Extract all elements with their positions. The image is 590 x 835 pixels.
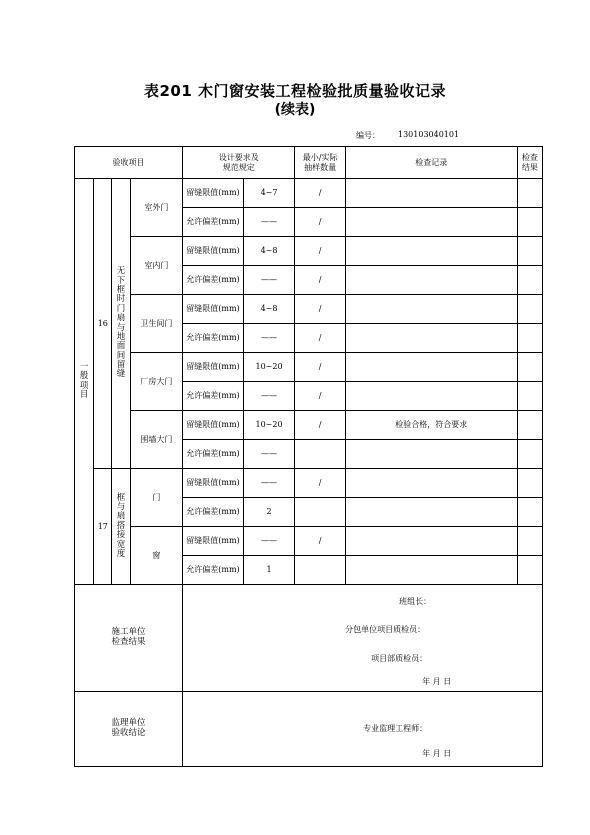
inspection-record [345, 266, 517, 295]
inspection-result [517, 411, 542, 440]
item-number: 16 [94, 179, 112, 469]
general-items-label: 一般项目 [75, 179, 94, 585]
criterion-label: 允许偏差(mm) [183, 382, 244, 411]
design-value: 4~7 [243, 179, 295, 208]
inspection-result [517, 440, 542, 469]
inspection-record [345, 353, 517, 382]
code-value: 130103040101 [398, 130, 460, 139]
col-header-item: 验收项目 [75, 147, 183, 179]
supervision-row [75, 692, 543, 767]
document-title: 表201 木门窗安装工程检验批质量验收记录 [143, 82, 447, 100]
inspection-result [517, 295, 542, 324]
design-value: 10~20 [243, 411, 295, 440]
item-name: 无下框时门扇与地面间留缝 [112, 179, 130, 469]
design-value: —— [243, 382, 295, 411]
col-header-result: 检查 结果 [517, 147, 542, 179]
criterion-label: 留缝限值(mm) [183, 353, 244, 382]
inspection-record [345, 208, 517, 237]
inspection-record [345, 237, 517, 266]
criterion-label: 留缝限值(mm) [183, 179, 244, 208]
col-header-sample: 最小/实际 抽样数量 [295, 147, 346, 179]
col-header-design: 设计要求及 规范规定 [183, 147, 295, 179]
table-row [75, 527, 543, 556]
inspection-record [345, 324, 517, 353]
design-value: —— [243, 440, 295, 469]
criterion-label: 允许偏差(mm) [183, 556, 244, 585]
inspection-record [345, 469, 517, 498]
criterion-label: 留缝限值(mm) [183, 527, 244, 556]
sub-item-name: 门 [130, 469, 183, 527]
design-value: 1 [243, 556, 295, 585]
criterion-label: 允许偏差(mm) [183, 324, 244, 353]
inspection-result [517, 237, 542, 266]
inspection-record: 检验合格，符合要求 [345, 411, 517, 440]
sub-item-name: 窗 [130, 527, 183, 585]
construction-signature-box [183, 585, 543, 692]
design-value: 4~8 [243, 295, 295, 324]
design-value: —— [243, 527, 295, 556]
sample-count: / [295, 411, 346, 440]
sample-count: / [295, 266, 346, 295]
criterion-label: 允许偏差(mm) [183, 208, 244, 237]
inspection-record [345, 498, 517, 527]
sub-item-name: 围墙大门 [130, 411, 183, 469]
inspection-result [517, 556, 542, 585]
supervision-date-label: 年 月 日 [422, 749, 452, 758]
inspection-result [517, 208, 542, 237]
inspection-record [345, 295, 517, 324]
sample-count: / [295, 469, 346, 498]
criterion-label: 留缝限值(mm) [183, 469, 244, 498]
inspection-result [517, 266, 542, 295]
design-value: 10~20 [243, 353, 295, 382]
col-header-record: 检查记录 [345, 147, 517, 179]
inspection-result [517, 498, 542, 527]
construction-date-label: 年 月 日 [422, 677, 452, 686]
supervision-engineer-label: 专业监理工程师： [363, 724, 428, 733]
criterion-label: 允许偏差(mm) [183, 266, 244, 295]
design-value: —— [243, 469, 295, 498]
project-inspector-label: 项目部质检员： [371, 654, 428, 663]
criterion-label: 允许偏差(mm) [183, 498, 244, 527]
sample-count: / [295, 527, 346, 556]
design-value: 2 [243, 498, 295, 527]
sample-count: / [295, 237, 346, 266]
inspection-record [345, 179, 517, 208]
item-number: 17 [94, 469, 112, 585]
inspection-result [517, 179, 542, 208]
table-row [75, 179, 543, 208]
sample-count [295, 498, 346, 527]
criterion-label: 允许偏差(mm) [183, 440, 244, 469]
inspection-record [345, 382, 517, 411]
table-row [75, 469, 543, 498]
table-row [75, 353, 543, 382]
design-value: —— [243, 266, 295, 295]
sample-count: / [295, 295, 346, 324]
supervision-label: 监理单位 验收结论 [75, 692, 183, 767]
inspection-record [345, 527, 517, 556]
construction-label: 施工单位 检查结果 [75, 585, 183, 692]
team-leader-label: 班组长： [399, 597, 432, 606]
supervision-signature-box [183, 692, 543, 767]
design-value: —— [243, 324, 295, 353]
inspection-result [517, 382, 542, 411]
sample-count: / [295, 179, 346, 208]
code-label: 编号： [356, 131, 380, 140]
table-row [75, 237, 543, 266]
inspection-result [517, 324, 542, 353]
sub-inspector-label: 分包单位项目质检员： [345, 625, 426, 634]
sample-count: / [295, 324, 346, 353]
inspection-result [517, 353, 542, 382]
criterion-label: 留缝限值(mm) [183, 237, 244, 266]
sample-count: / [295, 208, 346, 237]
construction-row [75, 585, 543, 692]
sub-item-name: 卫生间门 [130, 295, 183, 353]
inspection-result [517, 469, 542, 498]
criterion-label: 留缝限值(mm) [183, 295, 244, 324]
document-subtitle: (续表) [274, 102, 316, 118]
sub-item-name: 厂房大门 [130, 353, 183, 411]
sample-count [295, 440, 346, 469]
item-name: 框与扇搭接宽度 [112, 469, 130, 585]
header-row [75, 147, 543, 179]
sample-count: / [295, 353, 346, 382]
inspection-table [74, 146, 543, 767]
criterion-label: 留缝限值(mm) [183, 411, 244, 440]
sub-item-name: 室内门 [130, 237, 183, 295]
inspection-record [345, 556, 517, 585]
sample-count [295, 556, 346, 585]
design-value: —— [243, 208, 295, 237]
sample-count: / [295, 382, 346, 411]
inspection-result [517, 527, 542, 556]
table-row [75, 411, 543, 440]
design-value: 4~8 [243, 237, 295, 266]
table-row [75, 295, 543, 324]
inspection-record [345, 440, 517, 469]
sub-item-name: 室外门 [130, 179, 183, 237]
